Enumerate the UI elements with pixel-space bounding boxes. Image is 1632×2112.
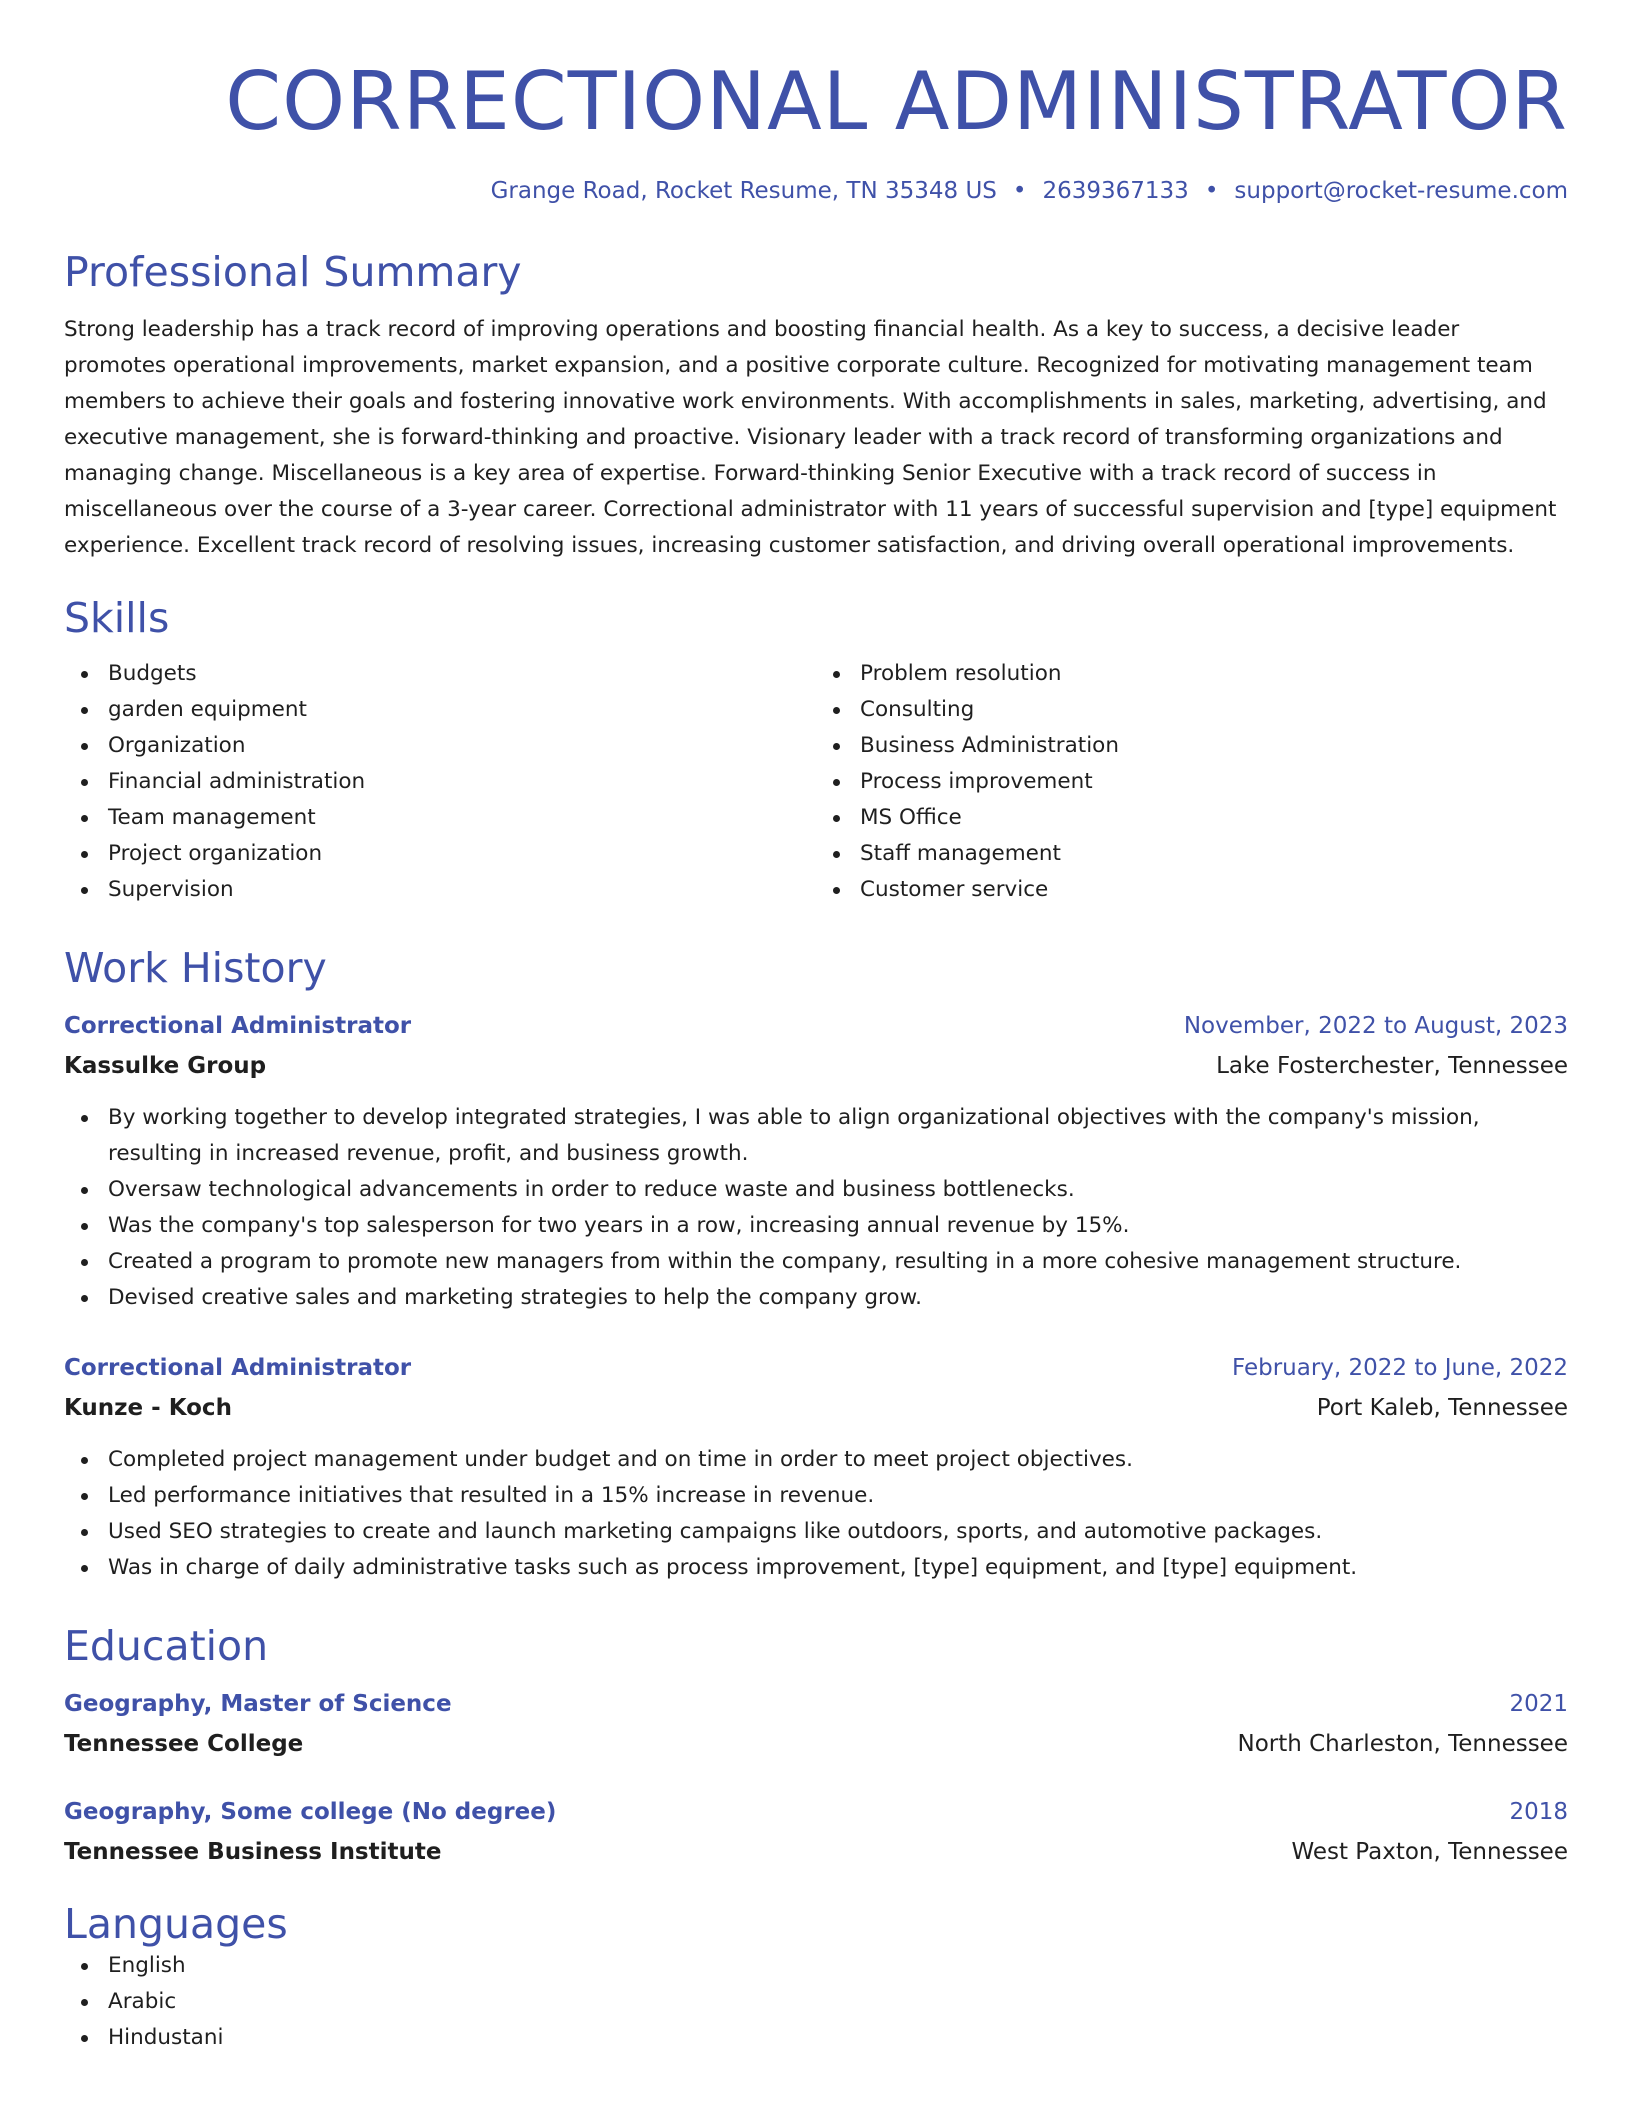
skill-item: Budgets [64,656,816,692]
skill-item: Customer service [816,872,1568,908]
job-header [64,1350,1568,1386]
job-bullets [64,1442,1568,1586]
languages-list [64,1948,1568,2056]
education-year: 2018 [1509,1799,1568,1825]
education-header [64,1686,1568,1722]
job-dates: November, 2022 to August, 2023 [1183,1013,1568,1039]
skills-column-right [816,656,1568,908]
skill-item: garden equipment [64,692,816,728]
job-subheader [64,1390,1568,1426]
work-history-heading: Work History [64,944,327,992]
contact-email: support@rocket-resume.com [1234,178,1568,204]
job-location: Lake Fosterchester, Tennessee [1216,1053,1568,1079]
skills-heading: Skills [64,594,170,642]
job-company: Kunze - Koch [64,1395,232,1421]
education-entry [64,1794,1568,1870]
education-degree: Geography, Some college (No degree) [64,1799,557,1825]
skill-item: Business Administration [816,728,1568,764]
skill-item: Supervision [64,872,816,908]
skill-item: Organization [64,728,816,764]
job-subheader [64,1048,1568,1084]
contact-address: Grange Road, Rocket Resume, TN 35348 US [490,178,997,204]
education-heading: Education [64,1622,269,1670]
skill-item: Problem resolution [816,656,1568,692]
language-item: English [64,1948,1568,1984]
language-item: Arabic [64,1984,1568,2020]
job-bullet: Created a program to promote new managers from within the company, resulting in a more cohesive management structure. [64,1244,1568,1280]
job-bullet: By working together to develop integrated strategies, I was able to align organizational objectives with the company's mission, resulting in increased revenue, profit, and business growth. [64,1100,1568,1172]
job-company: Kassulke Group [64,1053,267,1079]
skill-item: Project organization [64,836,816,872]
job-bullet: Used SEO strategies to create and launch marketing campaigns like outdoors, sports, and automotive packages. [64,1514,1568,1550]
contact-separator: • [1012,178,1027,204]
education-subheader [64,1726,1568,1762]
job-entry [64,1350,1568,1586]
languages-section [64,1900,1568,2056]
language-item: Hindustani [64,2020,1568,2056]
education-school: Tennessee College [64,1731,304,1757]
contact-line [64,176,1568,206]
skills-section [64,594,1568,908]
skill-item: Staff management [816,836,1568,872]
work-history-section [64,944,1568,1586]
summary-section [64,248,1568,564]
education-degree: Geography, Master of Science [64,1691,452,1717]
contact-phone: 2639367133 [1042,178,1189,204]
education-year: 2021 [1509,1691,1568,1717]
education-school: Tennessee Business Institute [64,1839,442,1865]
education-location: North Charleston, Tennessee [1237,1731,1568,1757]
education-location: West Paxton, Tennessee [1291,1839,1568,1865]
resume-title: CORRECTIONAL ADMINISTRATOR [225,55,1568,148]
skill-item: Consulting [816,692,1568,728]
job-bullet: Led performance initiatives that resulted in a 15% increase in revenue. [64,1478,1568,1514]
job-title: Correctional Administrator [64,1355,412,1381]
job-title: Correctional Administrator [64,1013,412,1039]
education-subheader [64,1834,1568,1870]
job-bullet: Oversaw technological advancements in order to reduce waste and business bottlenecks. [64,1172,1568,1208]
languages-heading: Languages [64,1900,288,1948]
summary-text: Strong leadership has a track record of improving operations and boosting financial health. As a key to success, a decisive leader promotes operational improvements, market expansion, and a positive corporate culture. Recognized for motivating management team members to achieve their goals and fostering innovative work environments. With accomplishments in sales, marketing, advertising, and executive management, she is forward-thinking and proactive. Visionary leader with a track record of transforming organizations and managing change. Miscellaneous is a key area of expertise. Forward-thinking Senior Executive with a track record of success in miscellaneous over the course of a 3-year career. Correctional administrator with 11 years of successful supervision and [type] equipment experience. Excellent track record of resolving issues, increasing customer satisfaction, and driving overall operational improvements. [64,317,1557,558]
summary-heading: Professional Summary [64,248,522,296]
job-entry [64,1008,1568,1316]
education-header [64,1794,1568,1830]
job-bullets [64,1100,1568,1316]
job-header [64,1008,1568,1044]
job-bullet: Completed project management under budget and on time in order to meet project objectives. [64,1442,1568,1478]
skill-item: MS Office [816,800,1568,836]
job-dates: February, 2022 to June, 2022 [1231,1355,1568,1381]
education-section [64,1622,1568,1870]
job-bullet: Devised creative sales and marketing strategies to help the company grow. [64,1280,1568,1316]
education-entry [64,1686,1568,1762]
job-bullet: Was in charge of daily administrative tasks such as process improvement, [type] equipment, and [type] equipment. [64,1550,1568,1586]
skills-column-left [64,656,816,908]
job-bullet: Was the company's top salesperson for two years in a row, increasing annual revenue by 15%. [64,1208,1568,1244]
contact-separator: • [1204,178,1219,204]
skills-columns [64,656,1568,908]
job-location: Port Kaleb, Tennessee [1316,1395,1568,1421]
skill-item: Process improvement [816,764,1568,800]
skill-item: Financial administration [64,764,816,800]
skill-item: Team management [64,800,816,836]
